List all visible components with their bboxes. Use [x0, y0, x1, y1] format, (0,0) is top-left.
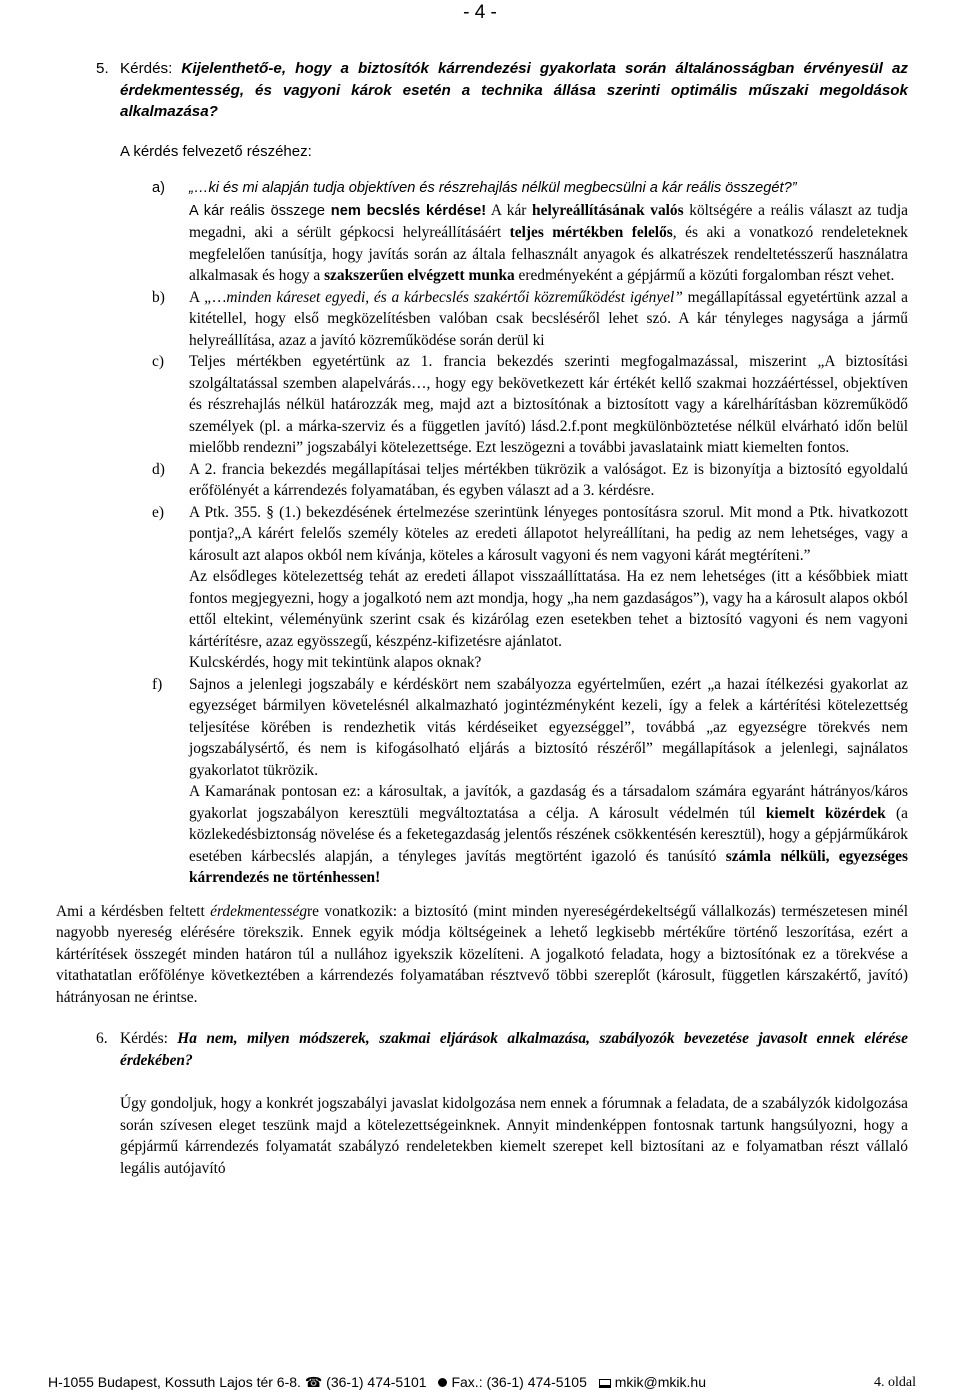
footer-email[interactable]: mkik@mkik.hu: [614, 1374, 706, 1390]
page-number: - 4 -: [463, 2, 497, 23]
item-label: c): [152, 353, 164, 370]
list-item-f: [0, 674, 960, 889]
item-label: b): [152, 288, 165, 306]
item-label: a): [152, 180, 165, 196]
item-a-text: költségére a reális választ az tudja megadni, aki a sérült gépkocsi helyreállításáért: [189, 201, 908, 241]
phone-icon: ☎: [304, 1374, 323, 1390]
footer-phone: (36-1) 474-5101: [326, 1374, 427, 1390]
footer: [48, 1374, 916, 1391]
question-number: 5.: [96, 60, 109, 77]
item-e-text: A Ptk. 355. § (1.) bekezdésének értelmezése szerintünk lényeges pontosításra szorul. Mit mond a Ptk. hivatkozott pontja?„A kárért felelős személy köteles az eredeti állapotot helyreállítani, ha pedig az nem lehetséges, vagy a károsult azt alapos okból nem kívánja, köteles a károsult vagyoni és nem vagyoni kárát megtéríteni.”: [189, 503, 908, 564]
item-label: f): [152, 675, 163, 693]
item-a-bold: szakszerűen elvégzett munka: [324, 267, 515, 284]
intro-line: A kérdés felvezető részéhez:: [120, 142, 312, 160]
item-f-text: A Kamarának pontosan ez: a károsultak, a javítók, a gazdaság és a társadalom számára egyaránt hátrányos/káros gyakorlat jogszabályon keresztüli megváltoztatása a célja. A károsult védelmén túl: [189, 783, 908, 822]
list-item-d: [0, 459, 960, 502]
item-b-text: A: [189, 288, 205, 306]
item-a-bold: helyreállításának valós: [532, 201, 684, 219]
footer-fax: Fax.: (36-1) 474-5105: [451, 1374, 587, 1390]
question-number: 6.: [96, 1030, 108, 1047]
document-body: [0, 58, 960, 1179]
computer-icon: [599, 1379, 611, 1388]
footer-page: 4. oldal: [874, 1374, 916, 1390]
paragraph-text: Ami a kérdésben feltett: [56, 902, 211, 920]
item-a-quote: „…ki és mi alapján tudja objektíven és részrehajlás nélkül megbecsülni a kár reális összegét?”: [189, 180, 797, 196]
item-a-text: A kár: [486, 201, 533, 219]
list-item-e: [0, 502, 960, 674]
question-text: Kijelenthető-e, hogy a biztosítók kárrendezési gyakorlata során általánosságban érvényesül az érdekmentesség, és vagyoni károk esetén a technika állása szerinti optimális műszaki megoldások alkalmazása?: [120, 60, 908, 120]
bullet-icon: [438, 1378, 447, 1387]
item-c-text: Teljes mértékben egyetértünk az 1. francia bekezdés szerinti megfogalmazással, miszerint „A biztosítási szolgáltatással szemben alapelvárás…, hogy egy bekövetkezett kár értékét kellő szakmai hozzáértéssel, objektíven és részrehajlás nélkül határozzák meg, majd azt a biztosítónak a biztosított vagy a kárelhárításban közreműködő személyek (pl. a márka-szerviz és a független javító) lásd.2.f.pont megkülönböztetése nélkül elvárható időn belül mielőbb rendezni” jogszabályi kötelezettsége. Ezt leszögezni a további javaslataink miatt kiemelten fontos.: [189, 353, 908, 456]
main-paragraph: [0, 901, 960, 1009]
item-e-question: Kulcskérdés, hogy mit tekintünk alapos oknak?: [189, 654, 482, 671]
item-f-bold: kiemelt közérdek: [765, 804, 886, 822]
question-5: [0, 58, 960, 123]
item-f-bold: számla nélküli, egyezséges kárrendezés ne történhessen!: [189, 847, 908, 886]
item-b-text: megállapítással egyetértünk azzal a kitétellel, hogy első megközelítésben valóban csak becsléséről lehet szó. A kár tényleges nagysága a jármű helyreállítása, azaz a javító közreműködése során derül ki: [189, 288, 908, 349]
question-lead: Kérdés:: [120, 1030, 178, 1047]
item-a-text: A kár reális összege: [189, 202, 331, 219]
item-f-text: Sajnos a jelenlegi jogszabály e kérdéskört nem szabályozza egyértelműen, ezért „a hazai ítélkezési gyakorlat az egyezséget bármilyen követelésnél alkalmazható jogintézményként kezeli, így a felek a kártérítési kötelezettség teljesítése körében is rendezhetik vitás kérdéseiket egyezséggel”, továbbá „az egyezségre törekvés nem jogszabálysértő, és nem is kifogásolható eljárás a biztosító részéről” megállapítások a jelenlegi, sajnálatos gyakorlatot tükrözik.: [189, 675, 908, 779]
item-a-text: eredményeként a gépjármű a közúti forgalomban részt vehet.: [514, 267, 895, 284]
list-item-c: [0, 351, 960, 459]
item-label: e): [152, 503, 164, 521]
question-6: [0, 1028, 960, 1071]
item-a-bold: nem becslés kérdése!: [330, 202, 487, 219]
item-f-text: (a közlekedésbiztonság növelése és a feketegazdaság jelentős részének csökkentésén keresztül), hogy a gépjárműkárok esetében kárbecslés alapján, a tényleges javítás megtörtént igazoló és tanúsító: [189, 804, 908, 865]
item-label: d): [152, 460, 165, 478]
paragraph-italic: érdekmentesség: [210, 902, 308, 920]
question-text: Ha nem, milyen módszerek, szakmai eljárások alkalmazása, szabályozók bevezetése javasolt ennek elérése érdekében?: [120, 1030, 908, 1069]
answer-list: [0, 178, 960, 889]
item-d-text: A 2. francia bekezdés megállapításai teljes mértékben tükrözik a valóságot. Ez is bizonyítja a biztosító egyoldalú erőfölényét a kárrendezés folyamatában, és egyben választ ad a 3. kérdésre.: [189, 460, 908, 499]
list-item-a: [0, 178, 960, 287]
answer-paragraph: Úgy gondoljuk, hogy a konkrét jogszabályi javaslat kidolgozása nem ennek a fórumnak a feladata, de a szabályzók kidolgozása során szívesen eleget teszünk majd a kötelezettségeinknek. Annyit mindenképpen fontosnak tartunk hangsúlyozni, hogy a gépjármű kárrendezés folyamatát szabályzó rendeletekben kiemelt szerepet kell biztosítani az e folyamatban részt vállaló legális autójavító: [120, 1095, 908, 1177]
question-lead: Kérdés:: [120, 60, 182, 77]
item-e-paragraph: Az elsődleges kötelezettség tehát az eredeti állapot visszaállíttatása. Ha ez nem lehetséges (itt a későbbiek miatt fontos megjegyezni, hogy a jogalkotó nem azt mondja, hogy „ha nem gazdaságos”), vagy ha a károsult alapos okból ettől eltekint, véleményünk szerint csak és kizárólag ezen esetekben tehet a biztosító vagyoni és nem vagyoni kártérítésre, azaz egyösszegű, készpénz-kifizetésre ajánlatot.: [189, 568, 908, 650]
paragraph-text: re vonatkozik: a biztosító (mint minden nyereségérdekeltségű vállalkozás) természetesen minél nagyobb nyereség elérésére törekszik. Ennek egyik módja költségeinek a lehető legkisebb mértékűre történő leszorítása, ezért a kártérítések összegét minden határon túl a nullához igyekszik közelíteni. A jogalkotó feladata, hogy a biztosítónak ez a törekvése a vitathatatlan erőfölénye következtében a kárrendezés folyamatában résztvevő többi szereplőt (károsult, független kárszakértő, javító) hátrányosan ne érintse.: [56, 902, 908, 1006]
item-b-italic: „…minden káreset egyedi, és a kárbecslés szakértői közreműködést igényel”: [204, 288, 683, 306]
item-a-bold: teljes mértékben felelős: [509, 224, 673, 241]
footer-address: H-1055 Budapest, Kossuth Lajos tér 6-8.: [48, 1374, 301, 1390]
item-a-text: , és aki a vonatkozó rendeleteknek megfelelően tanúsítja, hogy javítás során az általa felhasznált anyagok és alkatrészek rendeltetésszerű használatra alkalmasak és hogy a: [189, 224, 908, 284]
list-item-b: [0, 287, 960, 352]
